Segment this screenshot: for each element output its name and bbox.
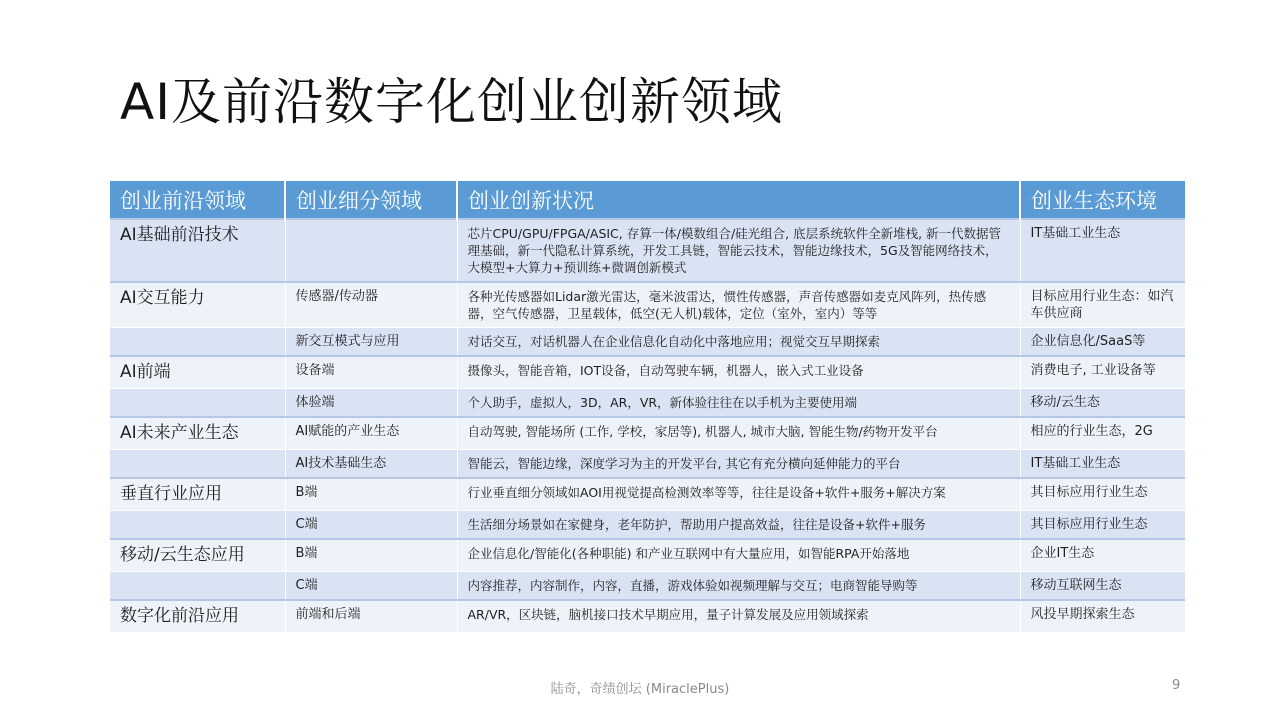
cell-status: 生活细分场景如在家健身，老年防护，帮助用户提高效益，往往是设备+软件+服务	[457, 511, 1020, 540]
cell-domain: AI交互能力	[110, 282, 285, 328]
slide-footer: 陆奇，奇绩创坛 (MiraclePlus)	[550, 682, 730, 697]
cell-subdomain: 设备端	[285, 356, 457, 389]
table-row	[110, 356, 1185, 389]
cell-ecosystem: 移动/云生态	[1020, 389, 1185, 418]
header-ecosystem: 创业生态环境	[1020, 181, 1185, 219]
cell-subdomain	[285, 219, 457, 282]
innovation-domains-table	[110, 181, 1185, 632]
cell-subdomain: B端	[285, 478, 457, 511]
table-header-row	[110, 181, 1185, 219]
cell-ecosystem: 移动互联网生态	[1020, 572, 1185, 601]
cell-status: 芯片CPU/GPU/FPGA/ASIC, 存算一体/模数组合/硅光组合, 底层系统软件全新堆栈, 新一代数据管理基础，新一代隐私计算系统，开发工具链，智能云技术，智能边缘技术，5G及智能网络技术，大模型+大算力+预训练+微调创新模式	[457, 219, 1020, 282]
cell-status: 个人助手，虚拟人，3D，AR，VR，新体验往往在以手机为主要使用端	[457, 389, 1020, 418]
cell-subdomain: B端	[285, 539, 457, 572]
cell-ecosystem: IT基础工业生态	[1020, 450, 1185, 479]
cell-subdomain: 新交互模式与应用	[285, 328, 457, 357]
cell-status: 自动驾驶, 智能场所 (工作, 学校，家居等), 机器人, 城市大脑, 智能生物/药物开发平台	[457, 417, 1020, 450]
cell-status: 内容推荐，内容制作，内容，直播，游戏体验如视频理解与交互；电商智能导购等	[457, 572, 1020, 601]
cell-status: 摄像头，智能音箱，IOT设备，自动驾驶车辆，机器人，嵌入式工业设备	[457, 356, 1020, 389]
table-row	[110, 539, 1185, 572]
cell-subdomain: 体验端	[285, 389, 457, 418]
cell-ecosystem: 目标应用行业生态：如汽车供应商	[1020, 282, 1185, 328]
table-row	[110, 450, 1185, 479]
cell-subdomain: 前端和后端	[285, 600, 457, 632]
header-subdomain: 创业细分领域	[285, 181, 457, 219]
table-row	[110, 600, 1185, 632]
cell-domain: AI未来产业生态	[110, 417, 285, 450]
cell-subdomain: 传感器/传动器	[285, 282, 457, 328]
cell-domain	[110, 511, 285, 540]
header-status: 创业创新状况	[457, 181, 1020, 219]
page-number: 9	[1172, 678, 1181, 693]
header-domain: 创业前沿领域	[110, 181, 285, 219]
cell-status: 企业信息化/智能化(各种职能) 和产业互联网中有大量应用，如智能RPA开始落地	[457, 539, 1020, 572]
cell-domain	[110, 389, 285, 418]
table-row	[110, 328, 1185, 357]
cell-ecosystem: 企业IT生态	[1020, 539, 1185, 572]
cell-ecosystem: 风投早期探索生态	[1020, 600, 1185, 632]
table-row	[110, 219, 1185, 282]
cell-subdomain: C端	[285, 511, 457, 540]
cell-domain: AI基础前沿技术	[110, 219, 285, 282]
cell-domain: 垂直行业应用	[110, 478, 285, 511]
cell-ecosystem: IT基础工业生态	[1020, 219, 1185, 282]
cell-ecosystem: 相应的行业生态，2G	[1020, 417, 1185, 450]
cell-subdomain: AI赋能的产业生态	[285, 417, 457, 450]
table-row	[110, 511, 1185, 540]
cell-ecosystem: 其目标应用行业生态	[1020, 511, 1185, 540]
cell-status: AR/VR，区块链，脑机接口技术早期应用，量子计算发展及应用领域探索	[457, 600, 1020, 632]
cell-ecosystem: 企业信息化/SaaS等	[1020, 328, 1185, 357]
table-row	[110, 478, 1185, 511]
cell-status: 行业垂直细分领域如AOI用视觉提高检测效率等等，往往是设备+软件+服务+解决方案	[457, 478, 1020, 511]
table-row	[110, 572, 1185, 601]
table-row	[110, 282, 1185, 328]
table-row	[110, 389, 1185, 418]
cell-domain	[110, 572, 285, 601]
cell-domain	[110, 450, 285, 479]
table-row	[110, 417, 1185, 450]
cell-status: 各种光传感器如Lidar激光雷达，毫米波雷达，惯性传感器，声音传感器如麦克风阵列，热传感器，空气传感器，卫星载体，低空(无人机)载体，定位（室外，室内）等等	[457, 282, 1020, 328]
slide-title: AI及前沿数字化创业创新领域	[120, 73, 783, 131]
cell-domain: 数字化前沿应用	[110, 600, 285, 632]
cell-ecosystem: 其目标应用行业生态	[1020, 478, 1185, 511]
cell-ecosystem: 消费电子, 工业设备等	[1020, 356, 1185, 389]
cell-subdomain: AI技术基础生态	[285, 450, 457, 479]
cell-domain	[110, 328, 285, 357]
cell-status: 对话交互，对话机器人在企业信息化自动化中落地应用；视觉交互早期探索	[457, 328, 1020, 357]
cell-status: 智能云，智能边缘，深度学习为主的开发平台, 其它有充分横向延伸能力的平台	[457, 450, 1020, 479]
cell-domain: 移动/云生态应用	[110, 539, 285, 572]
cell-subdomain: C端	[285, 572, 457, 601]
cell-domain: AI前端	[110, 356, 285, 389]
